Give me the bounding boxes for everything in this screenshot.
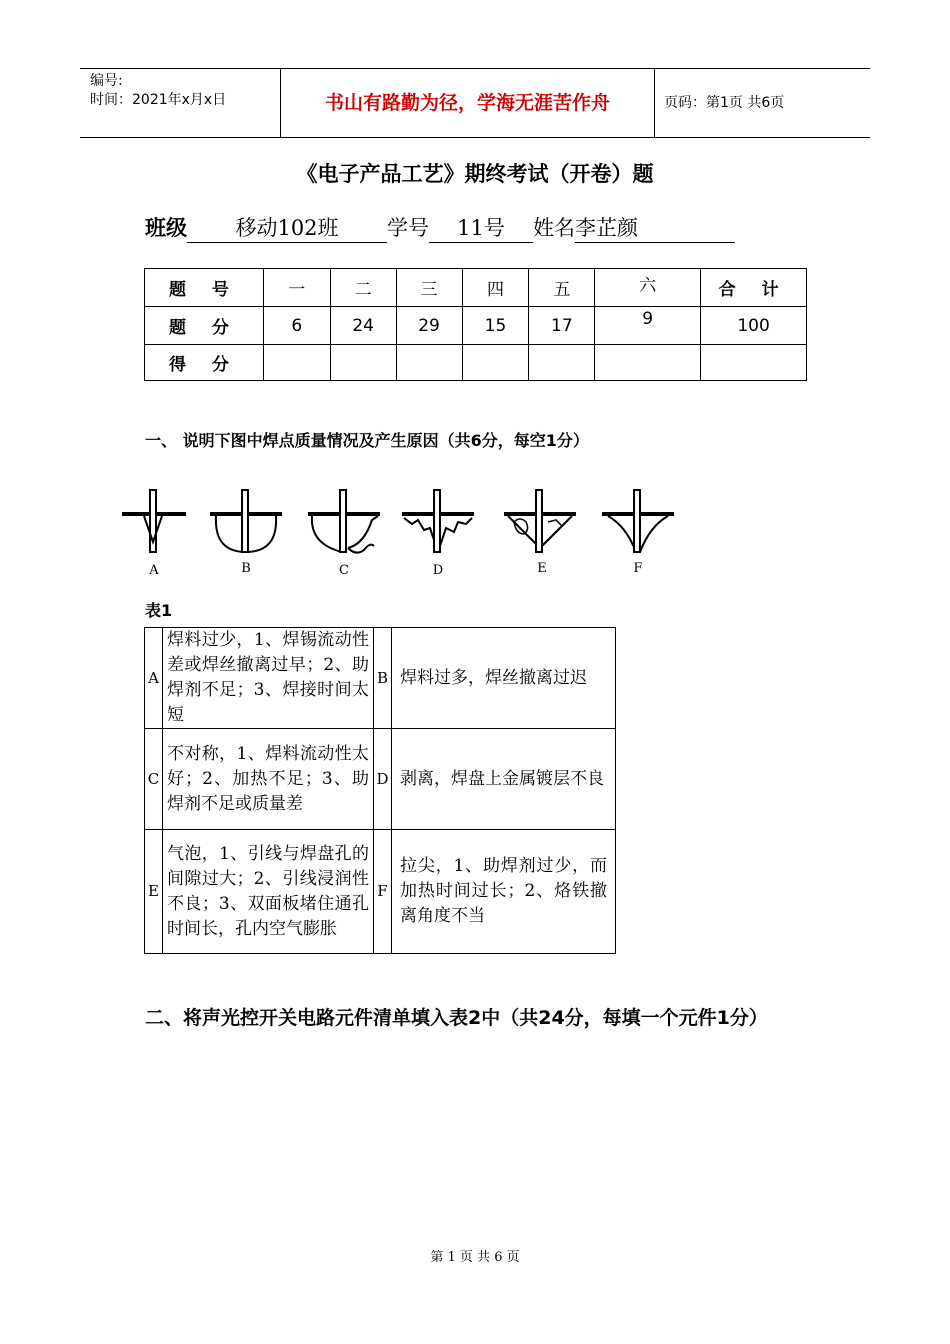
joint-answer[interactable]: 焊料过少，1、焊锡流动性差或焊丝撤离过早；2、助焊剂不足；3、焊接时间太短	[163, 628, 374, 729]
page-header	[80, 68, 870, 138]
score-cell: 题 分	[145, 307, 264, 345]
serial-label: 编号:	[90, 73, 123, 89]
score-input-cell[interactable]	[595, 345, 701, 381]
table-row	[145, 729, 616, 830]
time-label: 时间：2021年x月x日	[90, 92, 227, 108]
score-input-cell[interactable]	[396, 345, 462, 381]
score-cell: 三	[396, 269, 462, 307]
table-row	[145, 628, 616, 729]
joint-answer[interactable]: 剥离，焊盘上金属镀层不良	[392, 729, 616, 830]
score-input-cell[interactable]	[330, 345, 396, 381]
joint-label-a: A	[149, 563, 159, 578]
score-row-earned	[145, 345, 807, 381]
joint-key: F	[374, 830, 392, 954]
score-cell: 一	[263, 269, 330, 307]
name-field[interactable]: 李芷颜	[575, 212, 735, 243]
joint-key: B	[374, 628, 392, 729]
header-meta	[80, 69, 281, 137]
section1-heading: 一、 说明下图中焊点质量情况及产生原因（共6分，每空1分）	[145, 431, 589, 450]
joint-label-b: B	[241, 561, 251, 576]
score-input-cell[interactable]	[462, 345, 529, 381]
score-cell: 四	[462, 269, 529, 307]
score-cell: 得 分	[145, 345, 264, 381]
joint-f-drawing	[602, 490, 674, 552]
joint-label-d: D	[432, 563, 444, 578]
joint-label-e: E	[537, 561, 547, 576]
exam-title: 《电子产品工艺》期终考试（开卷）题	[296, 162, 654, 186]
table-row	[145, 830, 616, 954]
joint-answer[interactable]: 焊料过多，焊丝撤离过迟	[392, 628, 616, 729]
score-cell: 15	[462, 307, 529, 345]
score-cell: 9	[595, 307, 701, 345]
score-cell: 五	[529, 269, 595, 307]
score-cell: 100	[701, 307, 807, 345]
class-field[interactable]: 移动102班	[187, 212, 387, 243]
section2-heading: 二、将声光控开关电路元件清单填入表2中（共24分，每填一个元件1分）	[145, 1007, 768, 1029]
table1	[144, 627, 616, 954]
score-cell: 6	[263, 307, 330, 345]
score-input-cell[interactable]	[263, 345, 330, 381]
joint-label-c: C	[339, 563, 349, 578]
score-cell: 题 号	[145, 269, 264, 307]
student-id-field[interactable]: 11号	[429, 212, 533, 243]
joint-key: E	[145, 830, 163, 954]
table1-caption: 表1	[145, 601, 173, 620]
joint-e-drawing	[504, 490, 576, 552]
score-row-points	[145, 307, 807, 345]
joint-c-drawing	[308, 490, 380, 553]
joint-label-f: F	[633, 561, 643, 576]
joint-key: A	[145, 628, 163, 729]
joint-answer[interactable]: 气泡，1、引线与焊盘孔的间隙过大；2、引线浸润性不良；3、双面板堵住通孔时间长，孔内空气膨胀	[163, 830, 374, 954]
score-cell: 二	[330, 269, 396, 307]
joint-b-drawing	[210, 490, 282, 552]
name-label: 姓名	[533, 216, 575, 240]
score-table	[144, 268, 807, 381]
joint-answer[interactable]: 不对称，1、焊料流动性太好；2、加热不足；3、助焊剂不足或质量差	[163, 729, 374, 830]
score-input-cell[interactable]	[529, 345, 595, 381]
score-row-header	[145, 269, 807, 307]
class-label: 班级	[145, 216, 187, 240]
score-cell: 29	[396, 307, 462, 345]
joint-key: D	[374, 729, 392, 830]
page-footer: 第 1 页 共 6 页	[430, 1250, 520, 1265]
score-input-cell[interactable]	[701, 345, 807, 381]
score-cell: 24	[330, 307, 396, 345]
score-cell: 17	[529, 307, 595, 345]
header-motto: 书山有路勤为径，学海无涯苦作舟	[281, 69, 655, 137]
joint-answer[interactable]: 拉尖，1、助焊剂过少，而加热时间过长；2、烙铁撤离角度不当	[392, 830, 616, 954]
student-info	[145, 212, 735, 243]
joint-a-drawing	[122, 490, 186, 552]
joint-key: C	[145, 729, 163, 830]
score-cell: 合 计	[701, 269, 807, 307]
id-label: 学号	[387, 216, 429, 240]
header-page-info: 页码：第1页 共6页	[664, 95, 785, 111]
score-cell: 六	[595, 269, 701, 307]
joint-d-drawing	[402, 490, 474, 552]
solder-joint-figure	[118, 486, 678, 578]
